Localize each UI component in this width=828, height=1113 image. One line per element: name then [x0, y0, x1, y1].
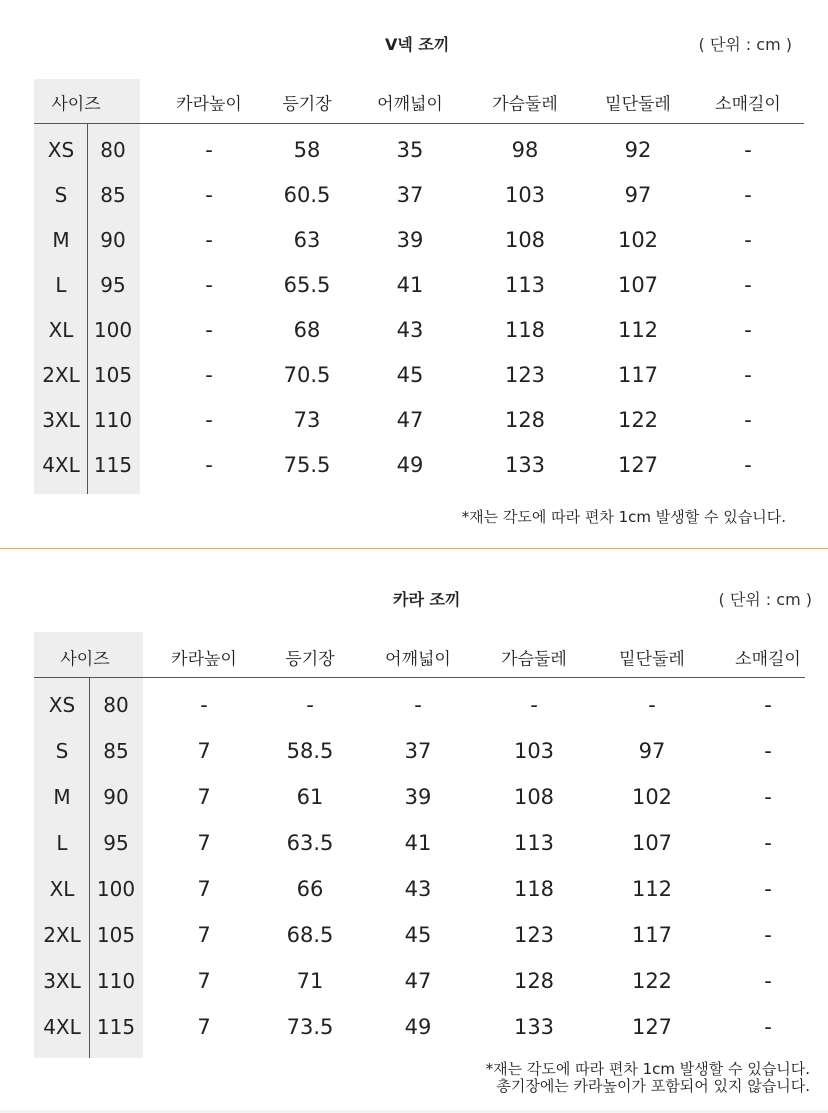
header-underline [34, 123, 804, 124]
measurement-cell: - [764, 831, 772, 855]
measurement-cell: 113 [513, 831, 555, 855]
size-number: 85 [100, 183, 126, 207]
measurement-cell: 43 [396, 318, 424, 342]
measurement-cell: - [744, 318, 752, 342]
measurement-cell: 63 [293, 228, 321, 252]
measurement-cell: 61 [296, 785, 324, 809]
measurement-cell: 127 [617, 453, 659, 477]
measurement-cell: 37 [404, 739, 432, 763]
measurement-cell: 58 [293, 138, 321, 162]
size-label: XS [48, 693, 76, 717]
measurement-cell: 35 [396, 138, 424, 162]
measurement-cell: 47 [396, 408, 424, 432]
measurement-cell: 63.5 [286, 831, 334, 855]
measurement-cell: 7 [197, 785, 211, 809]
footnote-line: 총기장에는 카라높이가 포함되어 있지 않습니다. [496, 1077, 810, 1095]
measurement-cell: 71 [296, 969, 324, 993]
measurement-cell: - [764, 969, 772, 993]
measurement-cell: - [205, 273, 213, 297]
measurement-cell: - [764, 693, 772, 717]
measurement-cell: 117 [631, 923, 673, 947]
size-number: 80 [100, 138, 126, 162]
size-number: 100 [96, 877, 136, 901]
measurement-cell: 68.5 [286, 923, 334, 947]
size-number: 110 [93, 408, 133, 432]
measurement-cell: 7 [197, 831, 211, 855]
measurement-cell: - [744, 408, 752, 432]
measurement-cell: - [744, 138, 752, 162]
size-number: 90 [100, 228, 126, 252]
size-number: 90 [103, 785, 129, 809]
size-label: M [52, 228, 70, 252]
measurement-cell: 112 [617, 318, 659, 342]
measurement-cell: 75.5 [283, 453, 331, 477]
measurement-cell: 128 [513, 969, 555, 993]
measurement-cell: 122 [617, 408, 659, 432]
measurement-cell: 127 [631, 1015, 673, 1039]
measurement-cell: 108 [504, 228, 546, 252]
size-header: 사이즈 [60, 649, 110, 670]
column-header: 카라높이 [171, 649, 237, 670]
column-header: 소매길이 [715, 94, 781, 115]
measurement-cell: 103 [504, 183, 546, 207]
size-label: 2XL [42, 363, 80, 387]
size-label: L [55, 273, 67, 297]
table-title: 카라 조끼 [393, 590, 461, 609]
measurement-cell: 58.5 [286, 739, 334, 763]
measurement-cell: 118 [504, 318, 546, 342]
size-label: M [53, 785, 71, 809]
column-header: 가슴둘레 [501, 649, 567, 670]
measurement-cell: 68 [293, 318, 321, 342]
column-header: 등기장 [282, 94, 332, 115]
measurement-cell: 45 [404, 923, 432, 947]
measurement-cell: - [744, 228, 752, 252]
column-header: 밑단둘레 [605, 94, 671, 115]
measurement-cell: 128 [504, 408, 546, 432]
measurement-cell: 118 [513, 877, 555, 901]
measurement-cell: 122 [631, 969, 673, 993]
size-number: 85 [103, 739, 129, 763]
size-column-divider [89, 678, 90, 1058]
measurement-cell: - [764, 877, 772, 901]
measurement-cell: - [205, 318, 213, 342]
v-neck-vest-section [0, 0, 828, 548]
measurement-cell: 73.5 [286, 1015, 334, 1039]
column-header: 어깨넓이 [377, 94, 443, 115]
measurement-cell: - [205, 453, 213, 477]
measurement-cell: 73 [293, 408, 321, 432]
measurement-cell: 7 [197, 1015, 211, 1039]
measurement-cell: 37 [396, 183, 424, 207]
measurement-cell: 107 [631, 831, 673, 855]
size-number: 100 [93, 318, 133, 342]
measurement-cell: 92 [624, 138, 652, 162]
measurement-cell: 102 [617, 228, 659, 252]
measurement-cell: 97 [638, 739, 666, 763]
footnote [486, 1061, 810, 1095]
measurement-cell: 60.5 [283, 183, 331, 207]
measurement-cell: 7 [197, 923, 211, 947]
size-label: S [54, 183, 68, 207]
measurement-cell: - [200, 693, 208, 717]
size-label: 4XL [43, 1015, 81, 1039]
size-label: XL [48, 318, 74, 342]
size-number: 105 [93, 363, 133, 387]
measurement-cell: - [205, 183, 213, 207]
footnote-line: *재는 각도에 따라 편차 1cm 발생할 수 있습니다. [461, 508, 786, 526]
measurement-cell: 112 [631, 877, 673, 901]
size-label: 3XL [43, 969, 81, 993]
measurement-cell: 41 [396, 273, 424, 297]
measurement-cell: 123 [504, 363, 546, 387]
size-label: XL [49, 877, 75, 901]
section-divider [0, 548, 828, 549]
measurement-cell: 43 [404, 877, 432, 901]
measurement-cell: - [744, 183, 752, 207]
measurement-cell: 117 [617, 363, 659, 387]
measurement-cell: 102 [631, 785, 673, 809]
measurement-cell: - [744, 273, 752, 297]
size-number: 105 [96, 923, 136, 947]
size-number: 95 [103, 831, 129, 855]
measurement-cell: - [764, 923, 772, 947]
measurement-cell: 39 [404, 785, 432, 809]
measurement-cell: - [744, 453, 752, 477]
size-number: 95 [100, 273, 126, 297]
size-number: 80 [103, 693, 129, 717]
column-header: 밑단둘레 [619, 649, 685, 670]
footnote [462, 509, 786, 526]
column-header: 가슴둘레 [492, 94, 558, 115]
header-underline [34, 677, 805, 678]
measurement-cell: - [205, 408, 213, 432]
size-column-divider [87, 124, 88, 494]
column-header: 카라높이 [176, 94, 242, 115]
measurement-cell: - [205, 363, 213, 387]
table-title: V넥 조끼 [385, 35, 450, 54]
size-number: 110 [96, 969, 136, 993]
unit-label: ( 단위 : cm ) [698, 35, 792, 54]
measurement-cell: 49 [396, 453, 424, 477]
measurement-cell: - [205, 138, 213, 162]
column-header: 소매길이 [735, 649, 801, 670]
size-label: 4XL [42, 453, 80, 477]
size-label: L [56, 831, 68, 855]
size-number: 115 [96, 1015, 136, 1039]
measurement-cell: 133 [513, 1015, 555, 1039]
size-label: XS [47, 138, 75, 162]
measurement-cell: 7 [197, 739, 211, 763]
measurement-cell: - [205, 228, 213, 252]
measurement-cell: 113 [504, 273, 546, 297]
measurement-cell: - [744, 363, 752, 387]
measurement-cell: 66 [296, 877, 324, 901]
measurement-cell: - [306, 693, 314, 717]
column-header: 등기장 [285, 649, 335, 670]
size-label: S [55, 739, 69, 763]
column-header: 어깨넓이 [385, 649, 451, 670]
measurement-cell: 133 [504, 453, 546, 477]
footnote-line: *재는 각도에 따라 편차 1cm 발생할 수 있습니다. [485, 1060, 810, 1078]
unit-label: ( 단위 : cm ) [718, 590, 812, 609]
size-label: 2XL [43, 923, 81, 947]
measurement-cell: 103 [513, 739, 555, 763]
measurement-cell: - [764, 785, 772, 809]
measurement-cell: 65.5 [283, 273, 331, 297]
size-number: 115 [93, 453, 133, 477]
measurement-cell: 97 [624, 183, 652, 207]
measurement-cell: - [764, 739, 772, 763]
measurement-cell: 70.5 [283, 363, 331, 387]
measurement-cell: - [414, 693, 422, 717]
collar-vest-section [0, 551, 828, 1113]
measurement-cell: 7 [197, 877, 211, 901]
measurement-cell: 41 [404, 831, 432, 855]
measurement-cell: 98 [511, 138, 539, 162]
measurement-cell: 49 [404, 1015, 432, 1039]
measurement-cell: 7 [197, 969, 211, 993]
measurement-cell: - [530, 693, 538, 717]
measurement-cell: 123 [513, 923, 555, 947]
measurement-cell: 108 [513, 785, 555, 809]
measurement-cell: 107 [617, 273, 659, 297]
measurement-cell: 47 [404, 969, 432, 993]
measurement-cell: 45 [396, 363, 424, 387]
measurement-cell: 39 [396, 228, 424, 252]
measurement-cell: - [764, 1015, 772, 1039]
size-header: 사이즈 [51, 94, 101, 115]
size-label: 3XL [42, 408, 80, 432]
measurement-cell: - [648, 693, 656, 717]
